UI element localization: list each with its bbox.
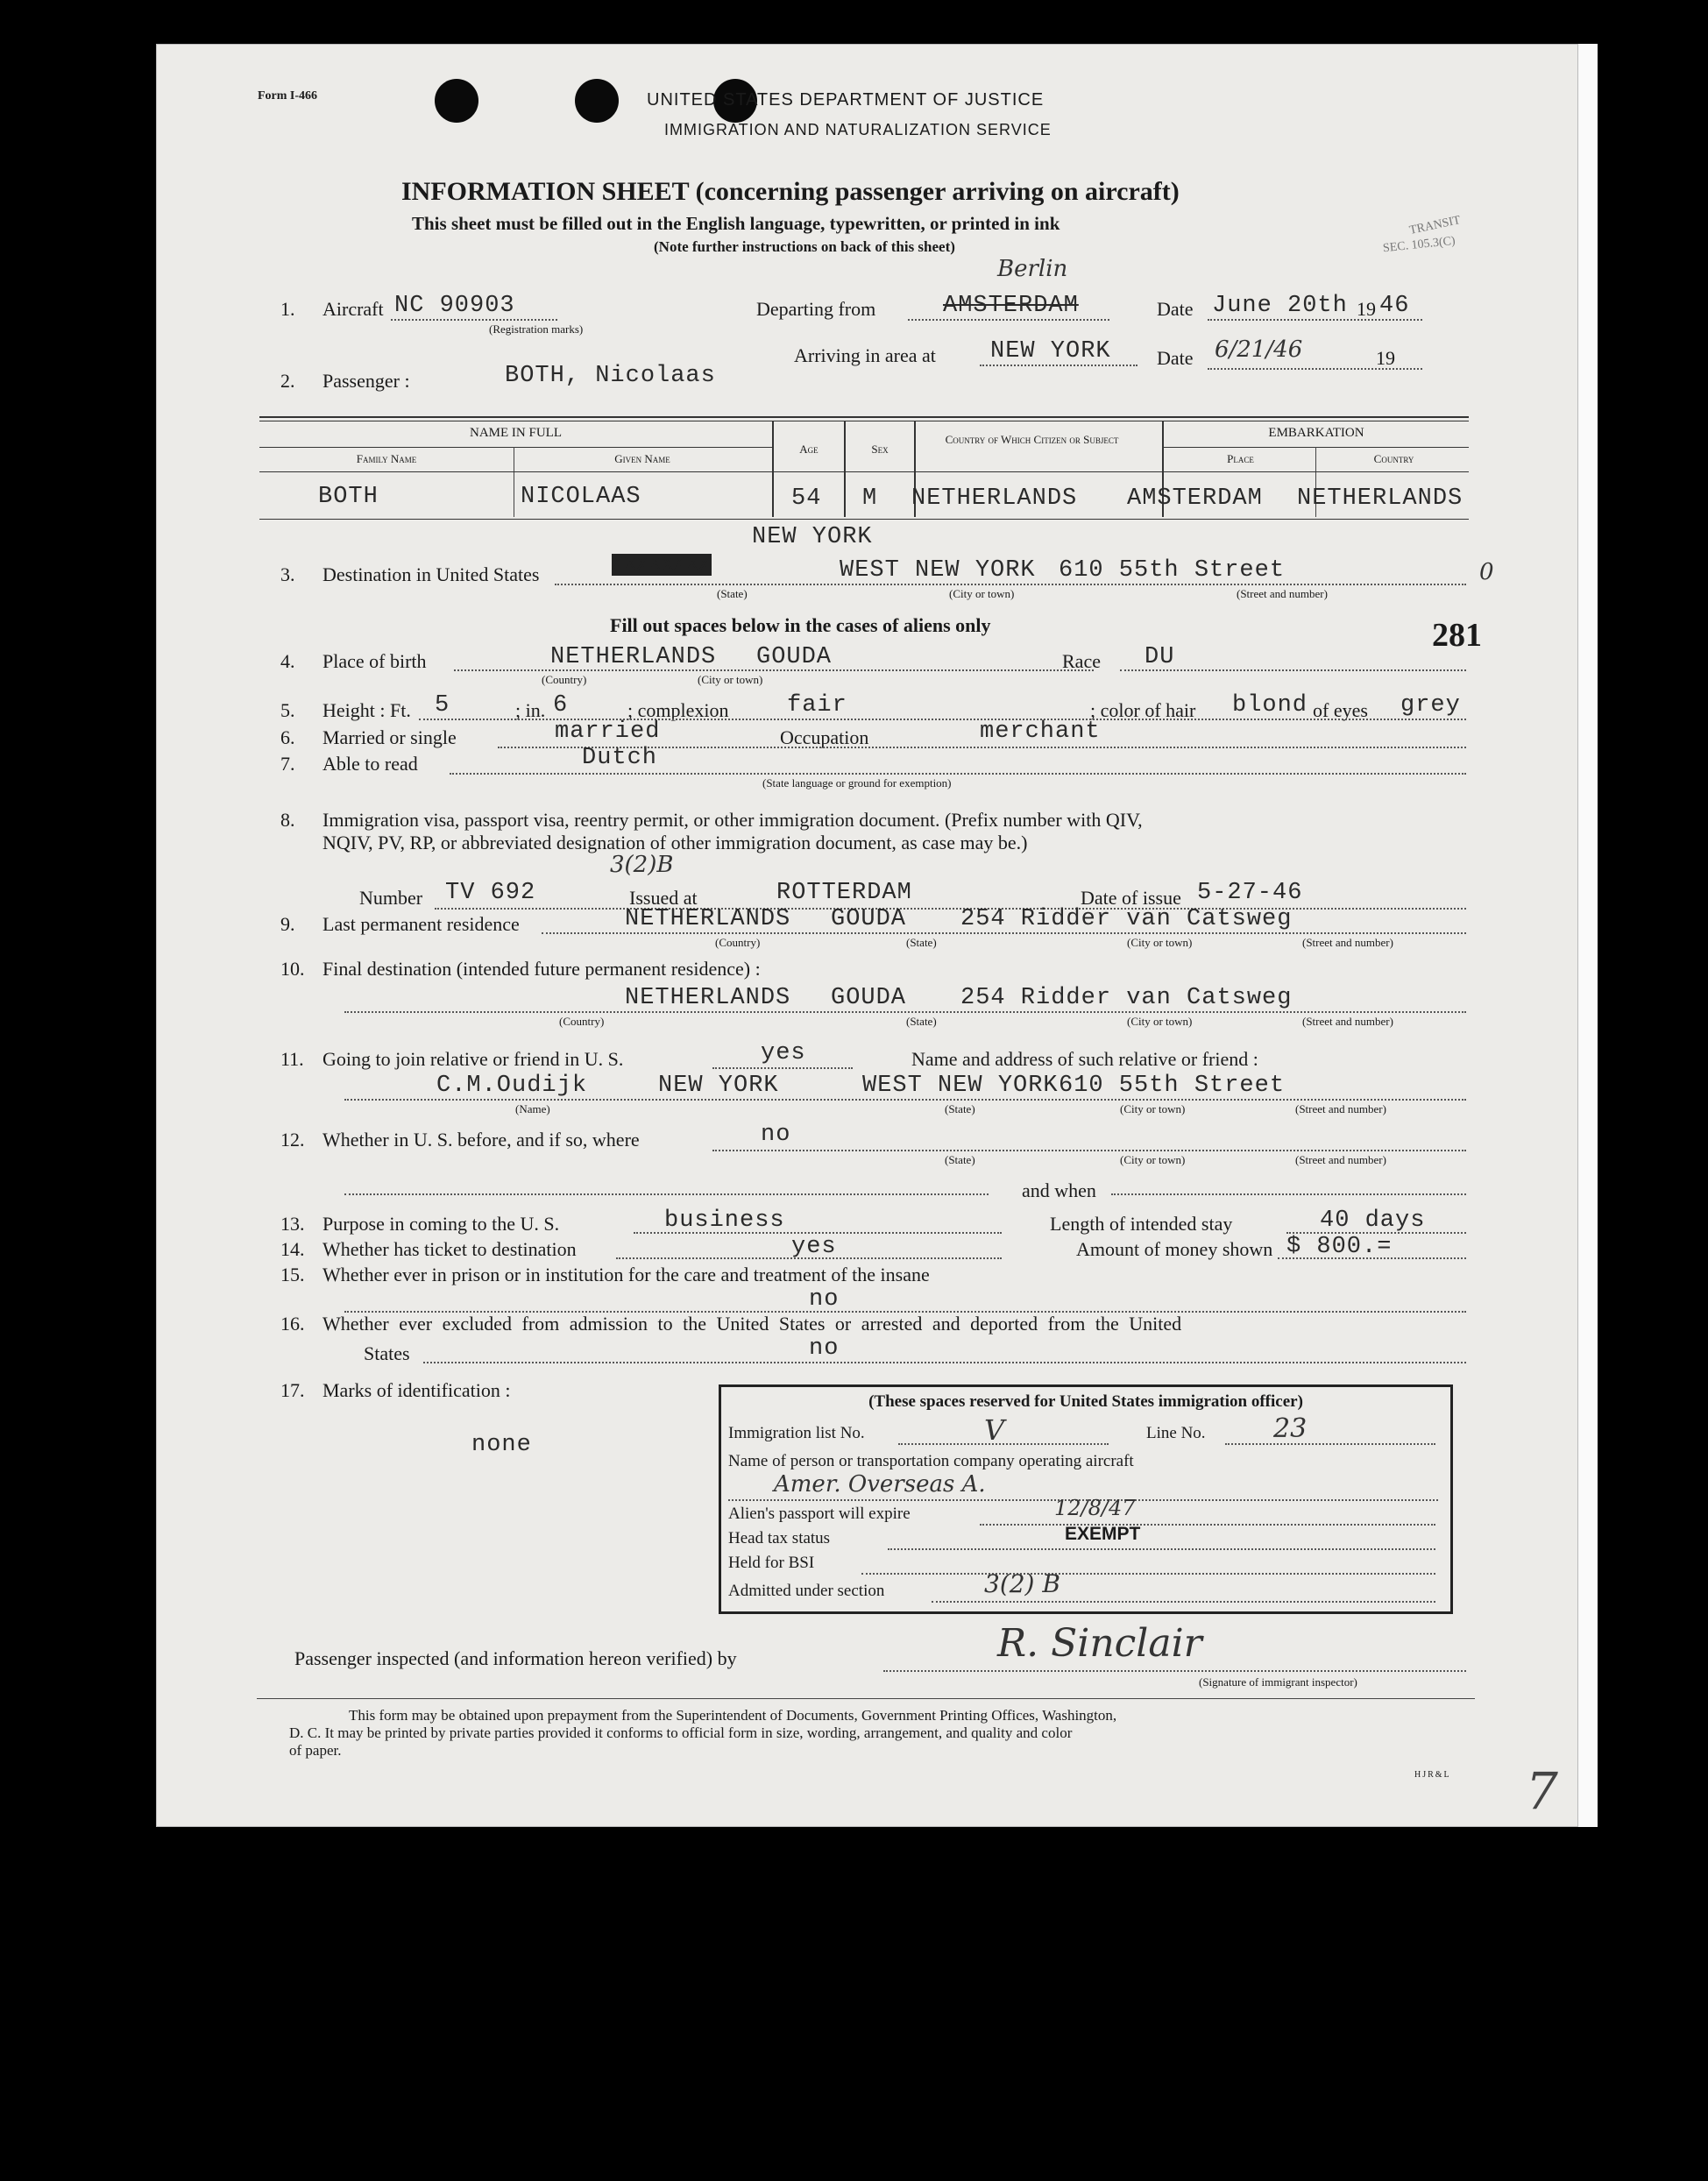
- printer-mark: HJR&L: [1414, 1770, 1451, 1780]
- footer-text-2: D. C. It may be printed by private parties provided it conforms to official form in size, wording, arrangement, and quality and color: [289, 1724, 1073, 1741]
- line-number: 4.: [280, 650, 295, 672]
- year-prefix: 19: [1376, 347, 1395, 369]
- transit-stamp-line2: SEC. 105.3(C): [1382, 234, 1456, 256]
- city-caption: (City or town): [1120, 1153, 1186, 1166]
- last-residence-state: GOUDA: [831, 906, 907, 932]
- passport-expire-value: 12/8/47: [1054, 1496, 1136, 1520]
- sex-value: M: [862, 485, 878, 512]
- embarkation-header: EMBARKATION: [1268, 426, 1364, 440]
- final-street-value: 254 Ridder van Catsweg: [960, 985, 1293, 1011]
- footer-text-3: of paper.: [289, 1742, 342, 1759]
- country-caption: (Country): [715, 936, 761, 949]
- last-residence-label: Last permanent residence: [322, 913, 520, 935]
- complexion-value: fair: [787, 692, 847, 719]
- line-number: 17.: [280, 1379, 305, 1401]
- state-caption: (State): [717, 587, 748, 600]
- embark-country-value: NETHERLANDS: [1297, 485, 1463, 512]
- list-value: V: [984, 1413, 1005, 1447]
- and-when-label: and when: [1022, 1179, 1096, 1201]
- family-name-value: BOTH: [318, 484, 379, 510]
- department-name: UNITED STATES DEPARTMENT OF JUSTICE: [647, 90, 1045, 110]
- page-number: 281: [1432, 617, 1482, 654]
- country-caption: (Country): [542, 673, 587, 686]
- aliens-heading: Fill out spaces below in the cases of aliens only: [610, 614, 991, 636]
- birth-city-value: GOUDA: [756, 644, 833, 670]
- stay-value: 40 days: [1320, 1207, 1426, 1234]
- head-tax-value: EXEMPT: [1065, 1524, 1141, 1544]
- height-inches-value: 6: [553, 692, 569, 719]
- arriving-label: Arriving in area at: [794, 344, 936, 366]
- read-caption: (State language or ground for exemption): [762, 776, 952, 790]
- marks-label: Marks of identification :: [322, 1379, 511, 1401]
- before-value: no: [761, 1122, 791, 1148]
- line-number: 11.: [280, 1048, 304, 1070]
- transit-stamp-line1: TRANSIT: [1407, 214, 1462, 237]
- footer-text-1: This form may be obtained upon prepayment from the Superintendent of Documents, Government Printing Offices, Washington,: [349, 1707, 1117, 1724]
- eyes-value: grey: [1400, 692, 1461, 719]
- date-label: Date: [1157, 347, 1194, 369]
- year-value: 46: [1379, 293, 1410, 319]
- citizen-value: NETHERLANDS: [911, 485, 1078, 512]
- paper-edge: [1578, 44, 1598, 1827]
- form-sheet: [156, 44, 1578, 1827]
- money-value: $ 800.=: [1286, 1234, 1393, 1260]
- join-relative-label: Going to join relative or friend in U. S.: [322, 1048, 624, 1070]
- hair-label: ; color of hair: [1090, 699, 1196, 721]
- signature-caption: (Signature of immigrant inspector): [1199, 1675, 1357, 1689]
- struck-entry: XXXXXXXX: [612, 554, 712, 576]
- country-header: Country: [1373, 452, 1414, 465]
- embark-place-value: AMSTERDAM: [1127, 485, 1263, 512]
- country-caption: (Country): [559, 1015, 605, 1028]
- final-state-value: GOUDA: [831, 985, 907, 1011]
- complexion-label: ; complexion: [627, 699, 729, 721]
- line-no-label: Line No.: [1146, 1424, 1206, 1442]
- state-caption: (State): [945, 1102, 975, 1115]
- purpose-value: business: [664, 1207, 785, 1234]
- line-number: 9.: [280, 913, 295, 935]
- date-label: Date: [1157, 298, 1194, 320]
- line-number: 10.: [280, 958, 305, 980]
- birth-country-value: NETHERLANDS: [550, 644, 717, 670]
- operator-label: Name of person or transportation company operating aircraft: [728, 1452, 1134, 1470]
- visa-annotation: 3(2)B: [610, 852, 674, 878]
- ticket-label: Whether has ticket to destination: [322, 1238, 577, 1260]
- city-caption: (City or town): [1120, 1102, 1186, 1115]
- given-name-value: NICOLAAS: [521, 484, 641, 510]
- state-caption: (State): [906, 936, 937, 949]
- destination-city-value: WEST NEW YORK: [840, 557, 1036, 584]
- inspected-label: Passenger inspected (and information hereon verified) by: [294, 1647, 737, 1669]
- margin-mark: 7: [1526, 1761, 1558, 1821]
- occupation-value: merchant: [980, 719, 1101, 745]
- departing-correction: Berlin: [997, 256, 1068, 282]
- marital-value: married: [555, 719, 661, 745]
- line-no-value: 23: [1273, 1413, 1308, 1444]
- last-residence-country: NETHERLANDS: [625, 906, 791, 932]
- inspector-signature: R. Sinclair: [997, 1621, 1202, 1666]
- line-number: 3.: [280, 563, 295, 585]
- city-caption: (City or town): [1127, 936, 1193, 949]
- age-header: Age: [799, 443, 819, 456]
- street-caption: (Street and number): [1295, 1102, 1386, 1115]
- citizen-header: Country of Which Citizen or Subject: [945, 433, 1119, 446]
- line-number: 7.: [280, 753, 295, 775]
- inches-label: ; in.: [515, 699, 546, 721]
- form-number: Form I-466: [258, 89, 318, 103]
- date-value: June 20th: [1212, 293, 1348, 319]
- relative-name-label: Name and address of such relative or friend :: [911, 1048, 1258, 1070]
- punch-hole: [435, 79, 478, 123]
- document-instruction-2: NQIV, PV, RP, or abbreviated designation of other immigration document, as case may be.): [322, 832, 1028, 853]
- city-caption: (City or town): [1127, 1015, 1193, 1028]
- name-in-full-header: NAME IN FULL: [470, 426, 562, 440]
- ticket-value: yes: [791, 1234, 837, 1260]
- street-caption: (Street and number): [1295, 1153, 1386, 1166]
- sex-header: Sex: [871, 443, 889, 456]
- destination-street-value: 610 55th Street: [1059, 557, 1286, 584]
- admitted-value: 3(2) B: [984, 1569, 1060, 1598]
- line-number: 15.: [280, 1264, 305, 1285]
- issued-at-value: ROTTERDAM: [776, 880, 912, 906]
- occupation-label: Occupation: [780, 726, 869, 748]
- age-value: 54: [791, 485, 822, 512]
- read-label: Able to read: [322, 753, 418, 775]
- final-destination-label: Final destination (intended future permanent residence) :: [322, 958, 761, 980]
- officer-box: [719, 1384, 1453, 1614]
- join-relative-value: yes: [761, 1040, 806, 1066]
- line-number: 13.: [280, 1213, 305, 1235]
- officer-box-title: (These spaces reserved for United States immigration officer): [868, 1392, 1303, 1411]
- street-caption: (Street and number): [1237, 587, 1328, 600]
- year-prefix: 19: [1357, 298, 1376, 320]
- line-number: 14.: [280, 1238, 305, 1260]
- final-country-value: NETHERLANDS: [625, 985, 791, 1011]
- line-number: 12.: [280, 1129, 305, 1151]
- admitted-label: Admitted under section: [728, 1582, 885, 1600]
- marks-value: none: [471, 1432, 532, 1458]
- family-name-header: Family Name: [356, 452, 417, 465]
- relative-name-value: C.M.Oudijk: [436, 1073, 588, 1099]
- operator-value: Amer. Overseas A.: [774, 1471, 986, 1498]
- held-bsi-label: Held for BSI: [728, 1554, 815, 1572]
- line-number: 16.: [280, 1313, 305, 1335]
- issued-label: Issued at: [629, 887, 698, 909]
- form-instruction: This sheet must be filled out in the English language, typewritten, or printed in ink: [412, 213, 1060, 234]
- passport-expire-label: Alien's passport will expire: [728, 1505, 911, 1523]
- relative-state-value: NEW YORK: [658, 1073, 779, 1099]
- destination-state-value: NEW YORK: [752, 524, 873, 550]
- line-number: 8.: [280, 809, 295, 831]
- visa-number-value: TV 692: [445, 880, 536, 906]
- last-residence-street: 254 Ridder van Catsweg: [960, 906, 1293, 932]
- money-label: Amount of money shown: [1076, 1238, 1273, 1260]
- arriving-value: NEW YORK: [990, 338, 1111, 365]
- passenger-label: Passenger :: [322, 370, 410, 392]
- birth-label: Place of birth: [322, 650, 427, 672]
- arrival-date-value: 6/21/46: [1215, 336, 1303, 363]
- eyes-label: of eyes: [1313, 699, 1368, 721]
- head-tax-label: Head tax status: [728, 1529, 831, 1547]
- departing-value: AMSTERDAM: [943, 293, 1079, 319]
- street-caption: (Street and number): [1302, 1015, 1393, 1028]
- prison-label: Whether ever in prison or in institution for the care and treatment of the insane: [322, 1264, 930, 1285]
- registration-caption: (Registration marks): [489, 322, 584, 336]
- form-note: (Note further instructions on back of this sheet): [654, 238, 955, 255]
- document-instruction-1: Immigration visa, passport visa, reentry permit, or other immigration document. (Prefix number with QIV,: [322, 809, 1143, 831]
- city-caption: (City or town): [698, 673, 763, 686]
- service-name: IMMIGRATION AND NATURALIZATION SERVICE: [664, 121, 1052, 138]
- state-caption: (State): [945, 1153, 975, 1166]
- line-number: 1.: [280, 298, 295, 320]
- read-value: Dutch: [582, 745, 658, 771]
- punch-hole: [575, 79, 619, 123]
- state-caption: (State): [906, 1015, 937, 1028]
- prison-value: no: [809, 1286, 840, 1313]
- line-number: 2.: [280, 370, 295, 392]
- race-label: Race: [1062, 650, 1101, 672]
- departing-label: Departing from: [756, 298, 876, 320]
- city-caption: (City or town): [949, 587, 1015, 600]
- name-caption: (Name): [515, 1102, 550, 1115]
- relative-city-value: WEST NEW YORK: [862, 1073, 1059, 1099]
- excluded-value: no: [809, 1335, 840, 1362]
- line-number: 6.: [280, 726, 295, 748]
- excluded-label-1: Whether ever excluded from admission to the United States or arrested and deported from the United: [322, 1313, 1182, 1335]
- issue-date-label: Date of issue: [1081, 887, 1181, 909]
- street-caption: (Street and number): [1302, 936, 1393, 949]
- aircraft-value: NC 90903: [394, 293, 515, 319]
- stay-label: Length of intended stay: [1050, 1213, 1233, 1235]
- form-title: INFORMATION SHEET (concerning passenger arriving on aircraft): [401, 177, 1180, 206]
- aircraft-label: Aircraft: [322, 298, 384, 320]
- relative-street-value: 610 55th Street: [1059, 1073, 1286, 1099]
- passenger-value: BOTH, Nicolaas: [505, 363, 716, 389]
- excluded-label-2: States: [364, 1342, 410, 1364]
- issue-date-value: 5-27-46: [1197, 880, 1303, 906]
- check-mark: 0: [1479, 559, 1494, 585]
- line-number: 5.: [280, 699, 295, 721]
- hair-value: blond: [1232, 692, 1308, 719]
- marital-label: Married or single: [322, 726, 457, 748]
- height-feet-value: 5: [435, 692, 450, 719]
- race-value: DU: [1145, 644, 1175, 670]
- purpose-label: Purpose in coming to the U. S.: [322, 1213, 560, 1235]
- before-label: Whether in U. S. before, and if so, where: [322, 1129, 640, 1151]
- place-header: Place: [1227, 452, 1254, 465]
- given-name-header: Given Name: [614, 452, 670, 465]
- height-label: Height : Ft.: [322, 699, 411, 721]
- destination-label: Destination in United States: [322, 563, 540, 585]
- number-label: Number: [359, 887, 423, 909]
- list-label: Immigration list No.: [728, 1424, 865, 1442]
